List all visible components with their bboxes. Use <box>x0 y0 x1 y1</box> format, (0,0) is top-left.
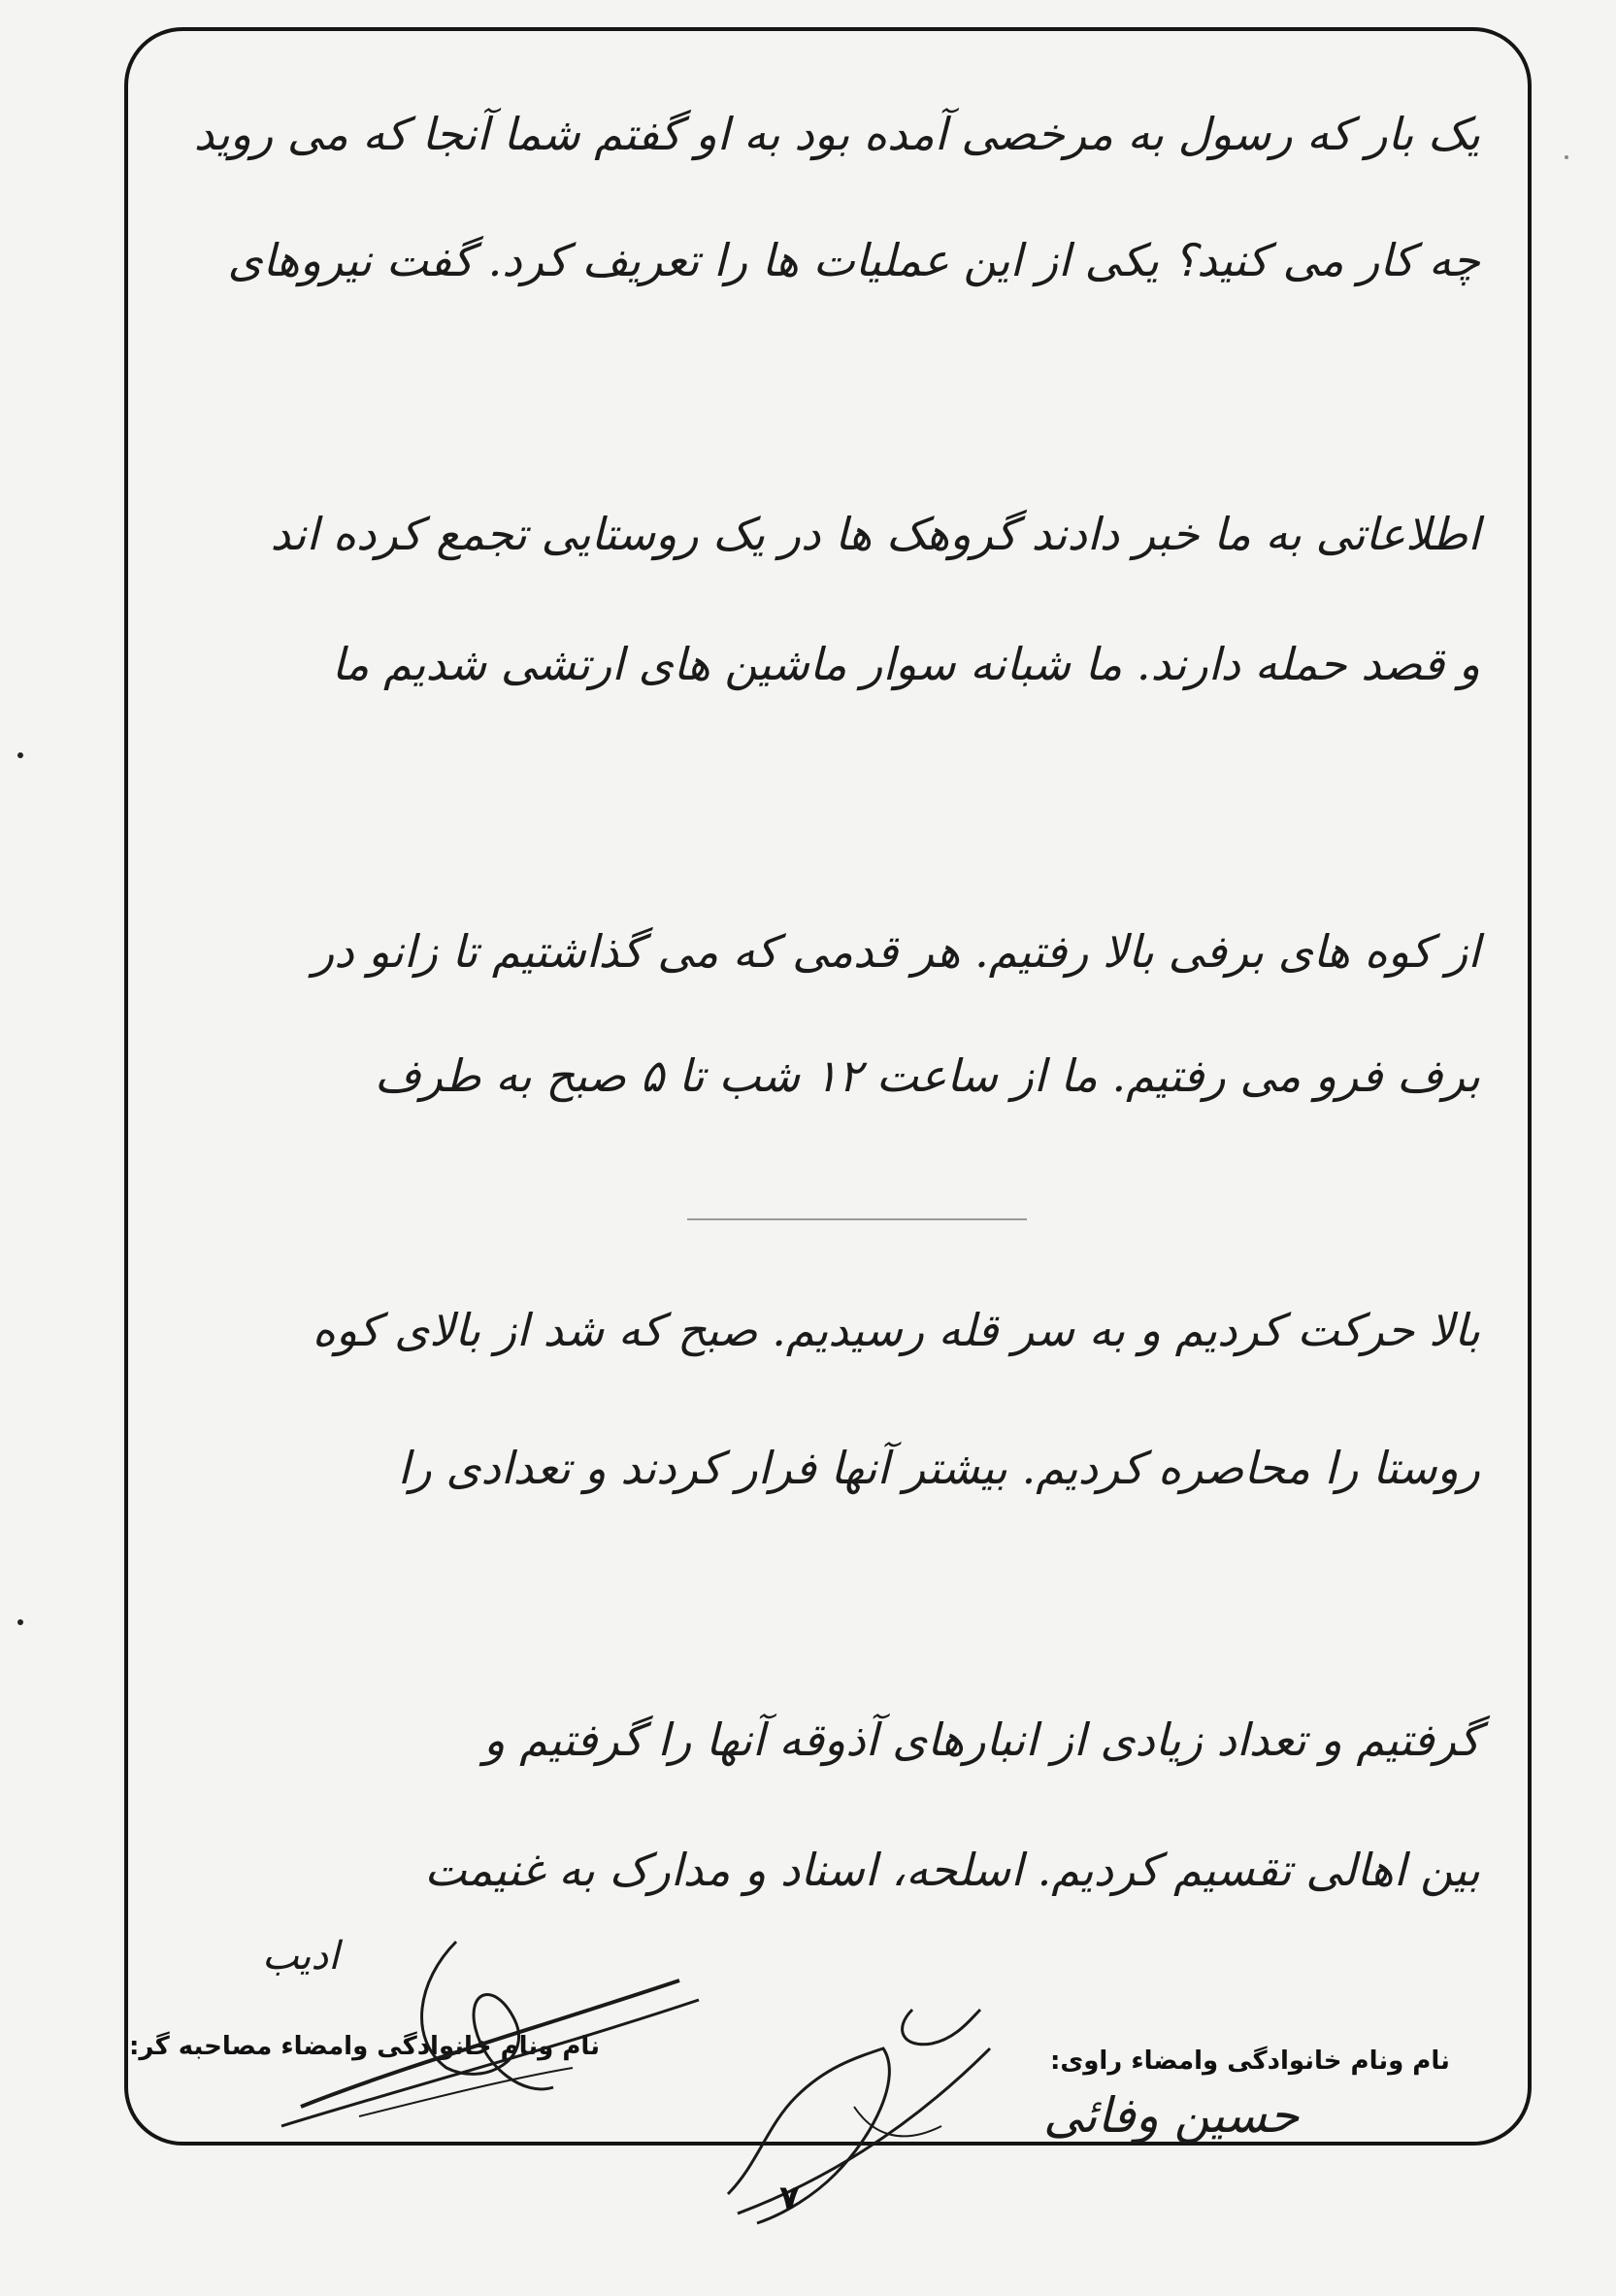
scan-speck <box>1565 155 1568 159</box>
text-line-6: برف فرو می رفتیم. ما از ساعت ۱۲ شب تا ۵ صبح به طرف <box>374 1049 1480 1102</box>
text-line-5: از کوه های برفی بالا رفتیم. هر قدمی که می گذاشتیم تا زانو در <box>312 925 1480 978</box>
text-line-4: و قصد حمله دارند. ما شبانه سوار ماشین های ارتشی شدیم ما <box>331 638 1480 690</box>
text-line-10: بین اهالی تقسیم کردیم. اسلحه، اسناد و مدارک به غنیمت <box>424 1844 1480 1896</box>
page-number: ۷ <box>779 2179 800 2217</box>
divider <box>687 1218 1027 1220</box>
scan-speck <box>17 752 23 758</box>
narrator-name: حسین وفائی <box>1043 2087 1300 2144</box>
scan-speck <box>17 1619 23 1625</box>
interviewer-label: نام ونام خانوادگی وامضاء مصاحبه گر: <box>129 2032 600 2061</box>
text-line-3: اطلاعاتی به ما خبر دادند گروهک ها در یک روستایی تجمع کرده اند <box>270 508 1480 560</box>
text-line-9: گرفتیم و تعداد زیادی از انبارهای آذوقه آنها را گرفتیم و <box>483 1714 1480 1766</box>
text-line-1: یک بار که رسول به مرخصی آمده بود به او گفتم شما آنجا که می روید <box>193 108 1480 160</box>
text-line-8: روستا را محاصره کردیم. بیشتر آنها فرار کردند و تعدادی را <box>397 1442 1480 1494</box>
interviewer-signature <box>243 1922 747 2213</box>
line-continuation: ادیب <box>262 1934 340 1979</box>
narrator-signature <box>679 1990 1029 2243</box>
text-line-7: بالا حرکت کردیم و به سر قله رسیدیم. صبح که شد از بالای کوه <box>312 1304 1480 1356</box>
narrator-label: نام ونام خانوادگی وامضاء راوی: <box>1050 2046 1450 2076</box>
text-line-2: چه کار می کنید؟ یکی از این عملیات ها را تعریف کرد. گفت نیروهای <box>227 234 1480 286</box>
